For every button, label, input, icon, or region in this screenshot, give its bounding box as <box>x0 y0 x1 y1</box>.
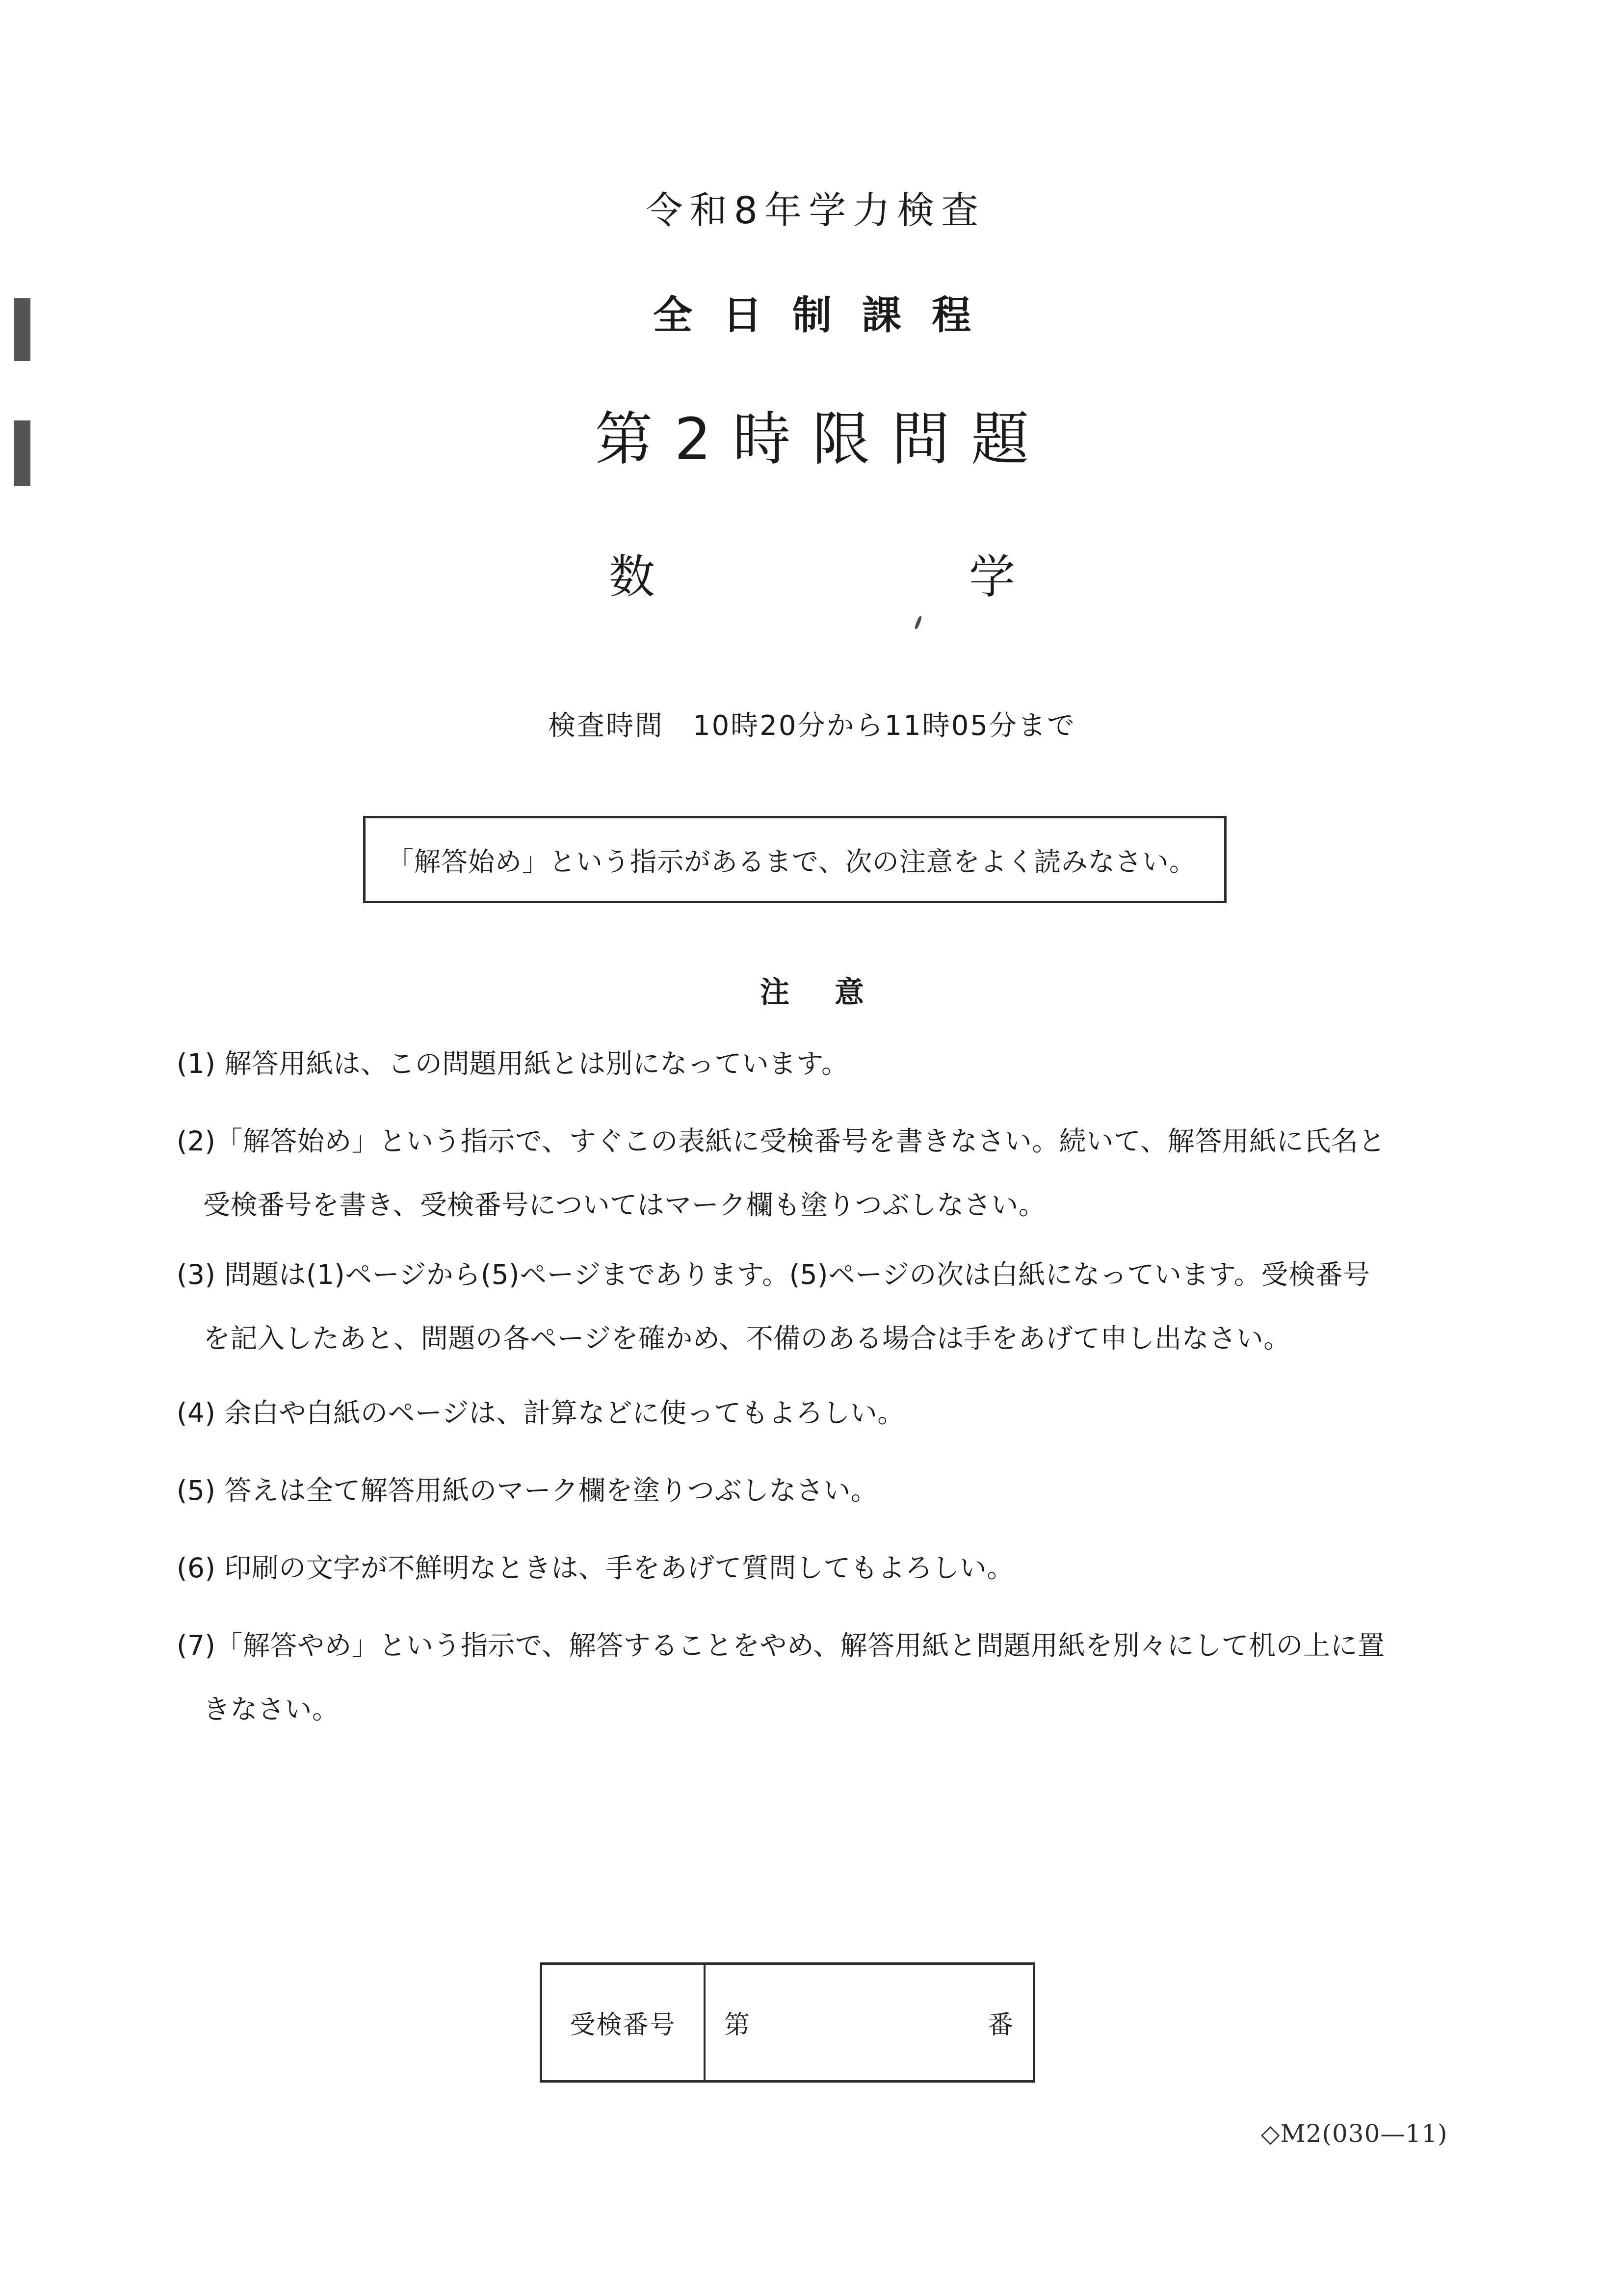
examinee-number-box[interactable] <box>540 1962 1035 2083</box>
course-type-heading: 全日制課程 <box>653 292 1001 338</box>
subject-heading: 数学 <box>608 550 1329 604</box>
list-item <box>177 1040 1438 1087</box>
instruction-line: (5) 答えは全て解答用紙のマーク欄を塗りつぶしなさい。 <box>177 1475 878 1506</box>
notice-box-text: 「解答始め」という指示があるまで、次の注意をよく読みなさい。 <box>387 846 1196 877</box>
notice-box <box>363 816 1227 903</box>
page-title: 第2時限問題 <box>595 405 1051 473</box>
notes-heading: 注意 <box>760 975 909 1010</box>
instruction-line: (4) 余白や白紙のページは、計算などに使ってもよろしい。 <box>177 1397 905 1429</box>
examinee-number-field[interactable] <box>706 1965 1033 2080</box>
list-item <box>177 1389 1438 1436</box>
examinee-number-label: 受検番号 <box>570 2010 676 2040</box>
instruction-line: 受検番号を書き、受検番号についてはマーク欄も塗りつぶしなさい。 <box>203 1189 1046 1221</box>
instruction-line: (1) 解答用紙は、この問題用紙とは別になっています。 <box>177 1048 849 1079</box>
list-item <box>177 1622 1438 1733</box>
instruction-line: きなさい。 <box>203 1694 340 1725</box>
exam-year-heading: 令和8年学力検査 <box>645 188 986 232</box>
examinee-number-prefix: 第 <box>724 2010 750 2040</box>
list-item <box>177 1118 1438 1228</box>
list-item <box>177 1544 1438 1592</box>
ink-speck-artifact <box>914 616 922 630</box>
footer-code: ◇M2(030—11) <box>1261 2119 1448 2148</box>
examinee-number-label-cell <box>542 1965 706 2080</box>
instruction-list <box>177 1040 1438 1750</box>
exam-time-text: 検査時間 10時20分から11時05分まで <box>548 710 1076 742</box>
instruction-line: (6) 印刷の文字が不鮮明なときは、手をあげて質問してもよろしい。 <box>177 1552 1014 1584</box>
instruction-line: (3) 問題は(1)ページから(5)ページまであります。(5)ページの次は白紙になっています。受検番号 <box>177 1259 1370 1290</box>
instruction-line: (2)「解答始め」という指示で、すぐこの表紙に受検番号を書きなさい。続いて、解答用紙に氏名と <box>177 1125 1386 1157</box>
examinee-number-suffix: 番 <box>987 2010 1013 2040</box>
list-item <box>177 1467 1438 1514</box>
instruction-line: (7)「解答やめ」という指示で、解答することをやめ、解答用紙と問題用紙を別々にして机の上に置 <box>177 1630 1385 1661</box>
list-item <box>177 1251 1438 1362</box>
instruction-line: を記入したあと、問題の各ページを確かめ、不備のある場合は手をあげて申し出なさい。 <box>203 1323 1291 1354</box>
